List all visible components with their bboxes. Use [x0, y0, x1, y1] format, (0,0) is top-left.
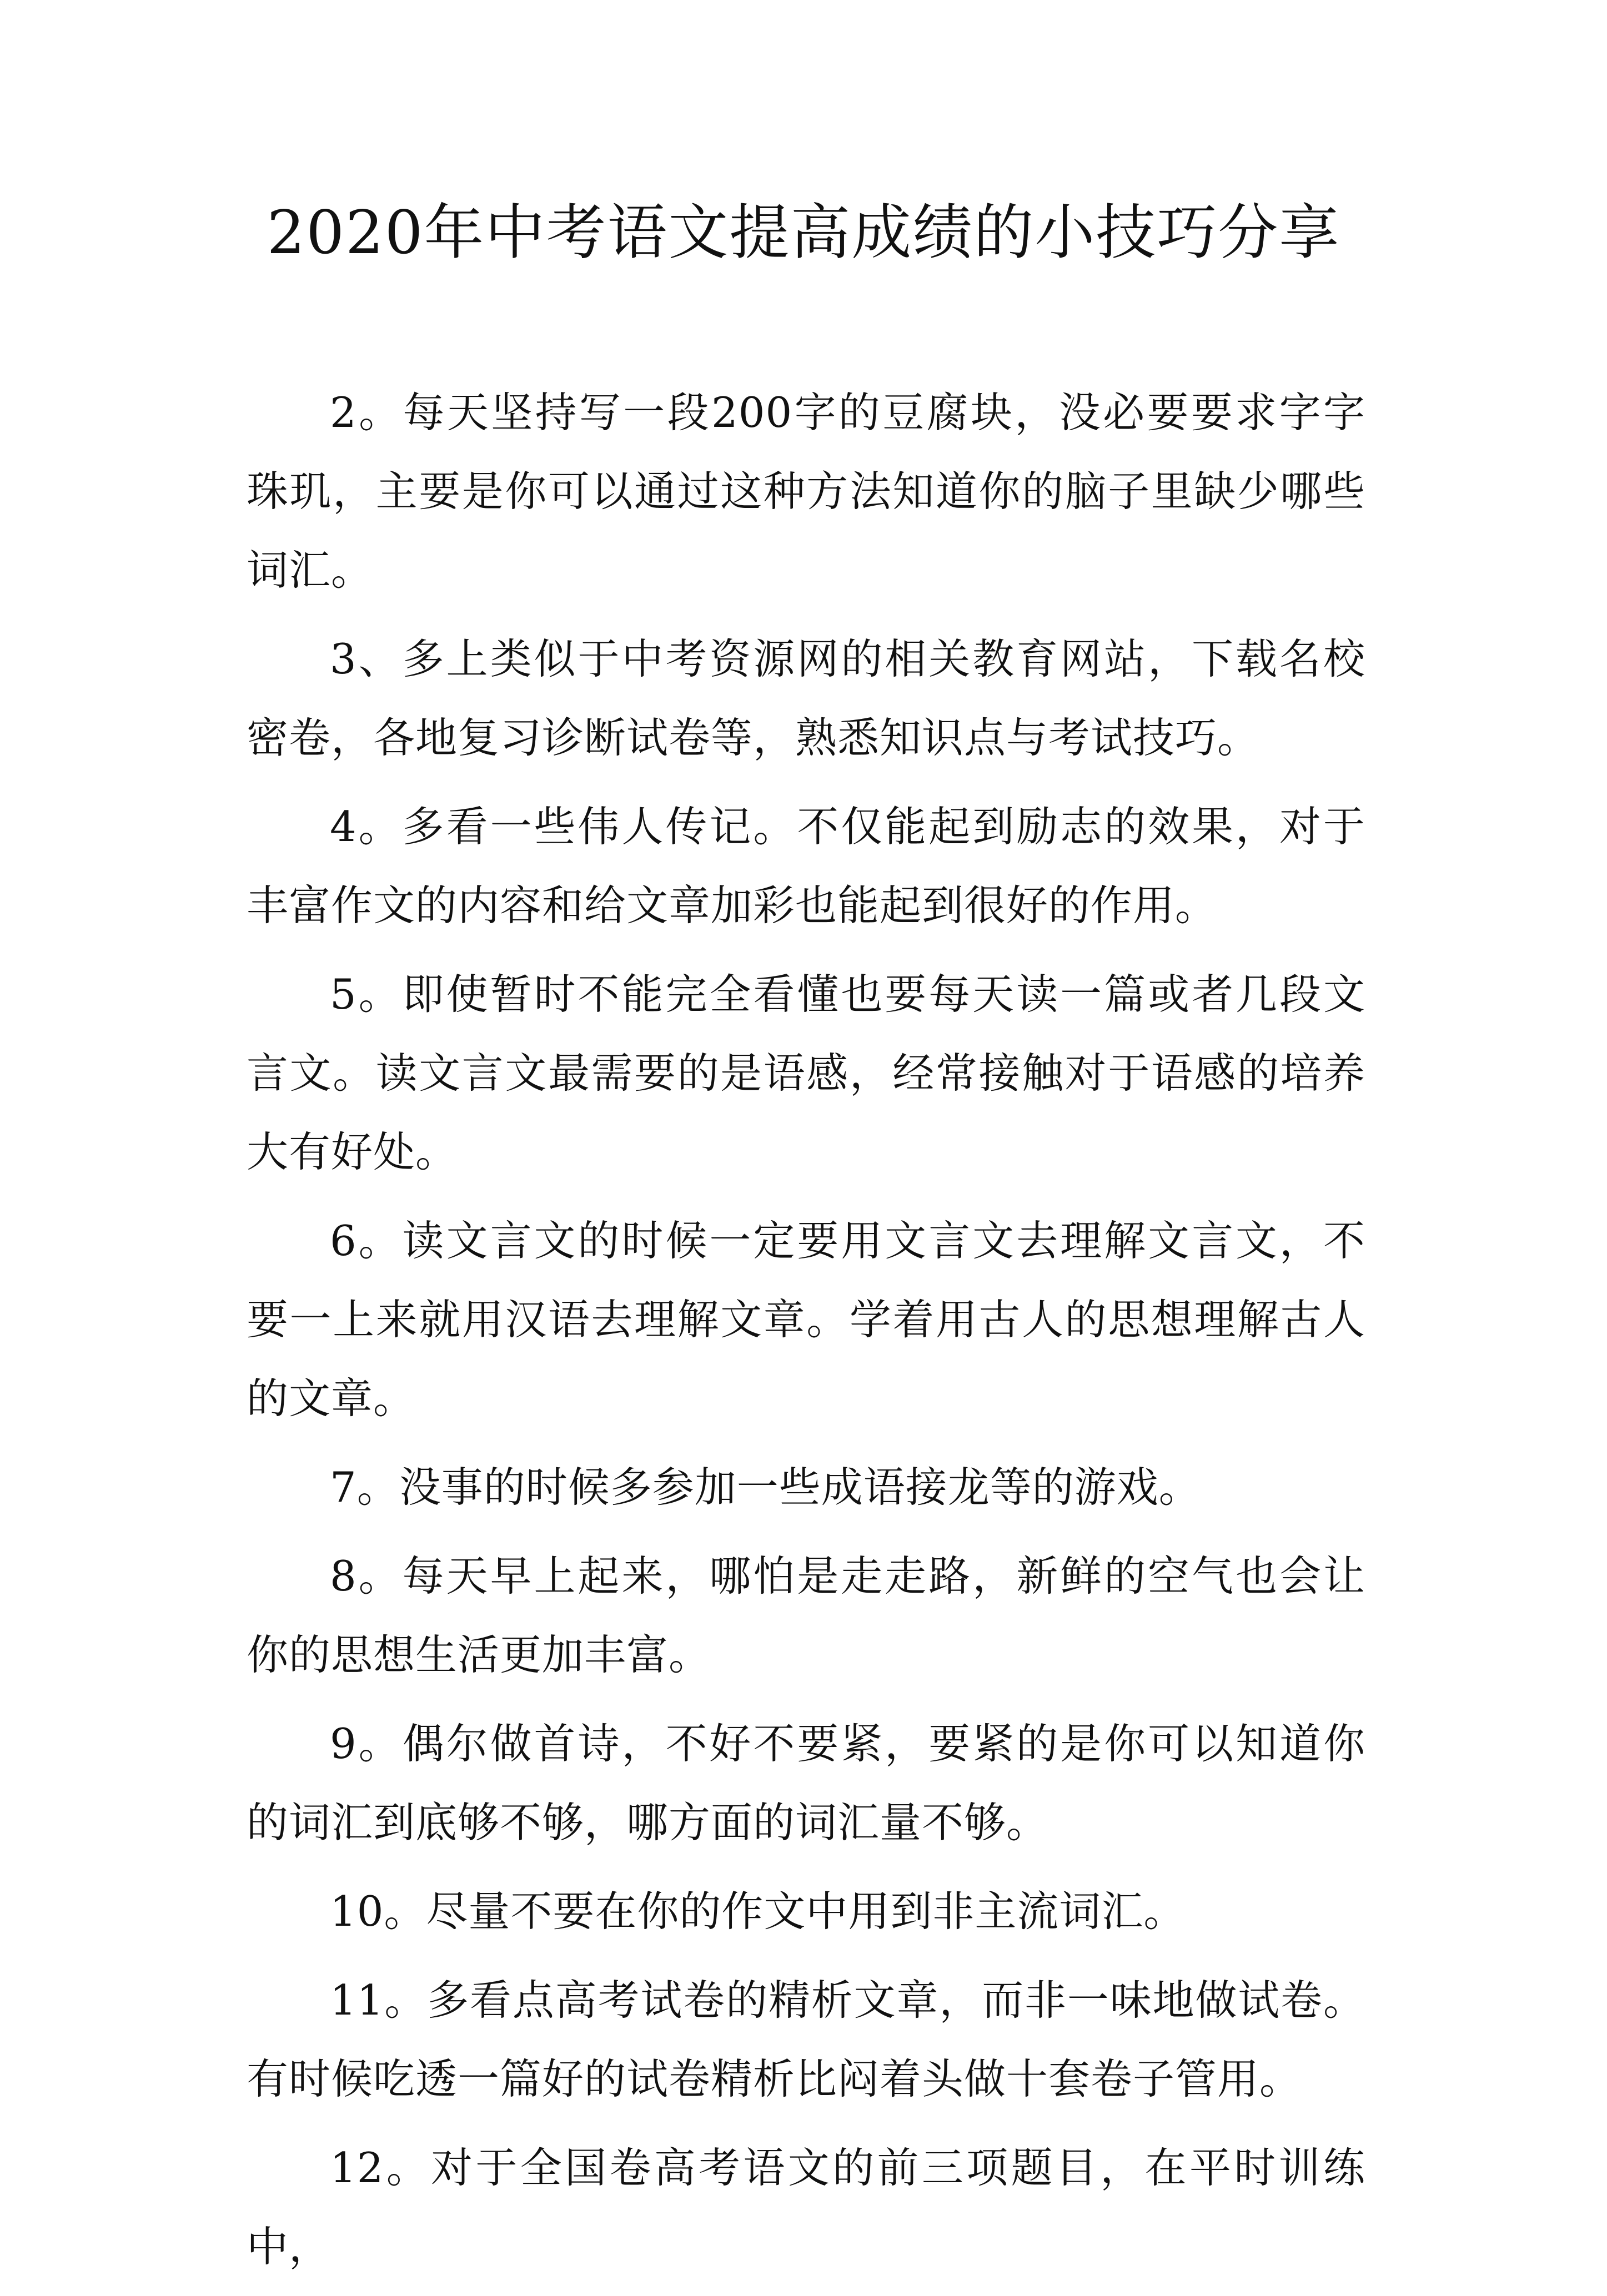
- paragraph-10: 10。尽量不要在你的作文中用到非主流词汇。: [330, 1887, 1186, 1936]
- document-body: [247, 373, 1365, 2296]
- paragraph-4: 4。多看一些伟人传记。不仅能起到励志的效果，对于丰富作文的内容和给文章加彩也能起到很好的作用。: [247, 802, 1365, 930]
- paragraph-8: 8。每天早上起来，哪怕是走走路，新鲜的空气也会让你的思想生活更加丰富。: [247, 1552, 1365, 1679]
- paragraph-7: 7。没事的时候多参加一些成语接龙等的游戏。: [330, 1463, 1201, 1512]
- paragraph-2: 2。每天坚持写一段200字的豆腐块，没必要要求字字珠玑，主要是你可以通过这种方法知道你的脑子里缺少哪些词汇。: [247, 388, 1365, 595]
- paragraph-5: 5。即使暂时不能完全看懂也要每天读一篇或者几段文言文。读文言文最需要的是语感，经常接触对于语感的培养大有好处。: [247, 970, 1365, 1176]
- paragraph-12: 12。对于全国卷高考语文的前三项题目，在平时训练中，: [247, 2143, 1365, 2271]
- document-title: 2020年中考语文提高成绩的小技巧分享: [267, 198, 1340, 268]
- paragraph-3: 3、多上类似于中考资源网的相关教育网站，下载名校密卷，各地复习诊断试卷等，熟悉知识点与考试技巧。: [247, 635, 1365, 762]
- paragraph-9: 9。偶尔做首诗，不好不要紧，要紧的是你可以知道你的词汇到底够不够，哪方面的词汇量不够。: [247, 1719, 1365, 1847]
- paragraph-11: 11。多看点高考试卷的精析文章，而非一味地做试卷。有时候吃透一篇好的试卷精析比闷着头做十套卷子管用。: [247, 1976, 1365, 2103]
- paragraph-6: 6。读文言文的时候一定要用文言文去理解文言文，不要一上来就用汉语去理解文章。学着用古人的思想理解古人的文章。: [247, 1216, 1365, 1423]
